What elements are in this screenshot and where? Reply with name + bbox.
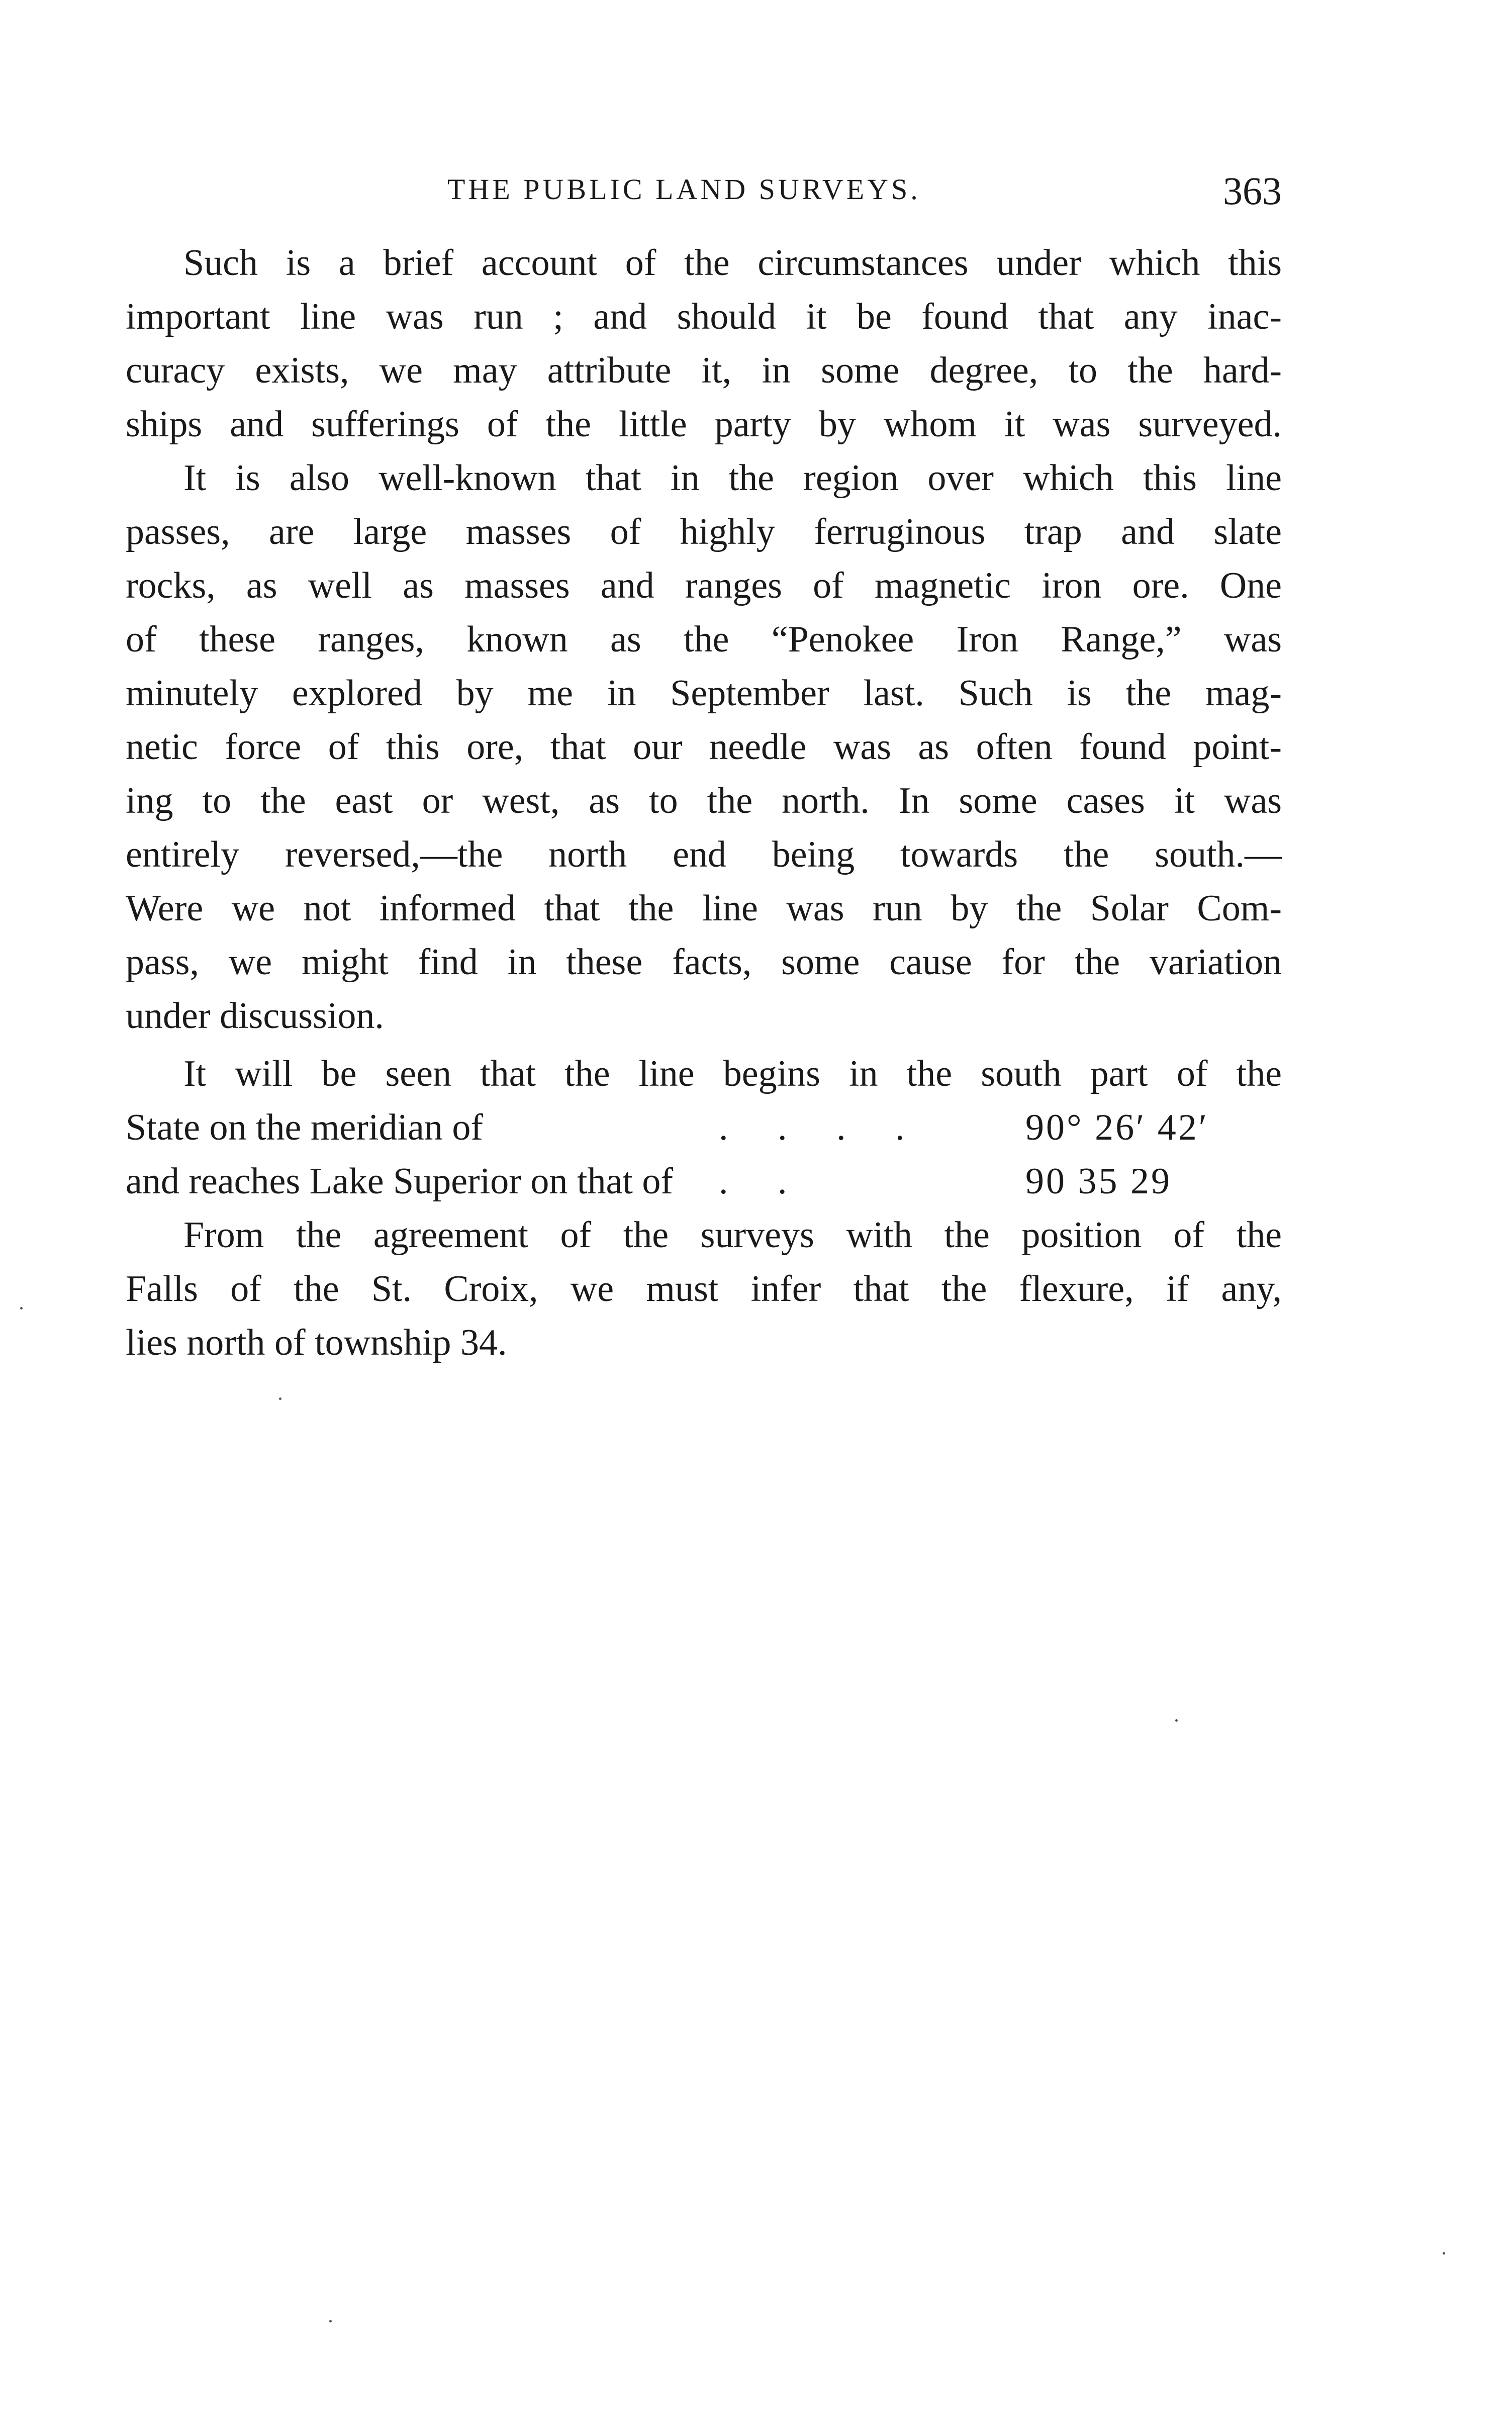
paragraph: [126, 236, 1282, 451]
body-text: [126, 236, 1282, 1370]
text-line: ships and sufferings of the little party by whom it was surveyed.: [126, 404, 1282, 445]
text-line: curacy exists, we may attribute it, in some degree, to the hard-: [126, 350, 1282, 391]
text-line: of these ranges, known as the “Penokee Iron Range,” was: [126, 619, 1282, 660]
text-line: From the agreement of the surveys with the position of the: [183, 1215, 1282, 1256]
coordinate-label: State on the meridian of: [126, 1107, 484, 1148]
coordinate-row: [126, 1101, 1282, 1155]
scan-speck: [1443, 2252, 1445, 2255]
paragraph: [126, 1208, 1282, 1370]
dot-leader: . . . .: [719, 1107, 925, 1148]
scan-speck: [1175, 1719, 1178, 1722]
text-line: minutely explored by me in September last. Such is the mag-: [126, 673, 1282, 714]
text-line: under discussion.: [126, 995, 384, 1037]
text-line: netic force of this ore, that our needle was as often found point-: [126, 726, 1282, 768]
paragraph: [126, 451, 1282, 1043]
text-line: Were we not informed that the line was run by the Solar Com-: [126, 888, 1282, 929]
scan-speck: [329, 2320, 332, 2322]
running-head: [126, 168, 1282, 224]
dot-leader: . .: [719, 1161, 807, 1202]
coordinate-label: and reaches Lake Superior on that of: [126, 1161, 674, 1202]
text-line: rocks, as well as masses and ranges of magnetic iron ore. One: [126, 565, 1282, 606]
text-line: Such is a brief account of the circumstances under which this: [183, 242, 1282, 284]
text-line: passes, are large masses of highly ferruginous trap and slate: [126, 511, 1282, 552]
coordinate-row: [126, 1155, 1282, 1208]
scan-speck: [279, 1397, 281, 1400]
coordinate-value: 90° 26′ 42′: [1025, 1107, 1209, 1148]
coordinate-value: 90 35 29: [1025, 1161, 1172, 1202]
text-line: important line was run ; and should it be found that any inac-: [126, 296, 1282, 337]
text-line: lies north of township 34.: [126, 1322, 507, 1363]
text-line: It will be seen that the line begins in the south part of the: [183, 1053, 1282, 1094]
text-line: entirely reversed,—the north end being towards the south.—: [126, 834, 1282, 875]
text-line: pass, we might find in these facts, some cause for the variation: [126, 942, 1282, 983]
scan-speck: [20, 1307, 23, 1310]
page-number: 363: [1223, 169, 1282, 213]
text-line: It is also well-known that in the region over which this line: [183, 457, 1282, 499]
paragraph: [126, 1047, 1282, 1208]
text-line: ing to the east or west, as to the north. In some cases it was: [126, 780, 1282, 821]
running-title: THE PUBLIC LAND SURVEYS.: [447, 173, 921, 206]
text-line: Falls of the St. Croix, we must infer that the flexure, if any,: [126, 1268, 1282, 1310]
